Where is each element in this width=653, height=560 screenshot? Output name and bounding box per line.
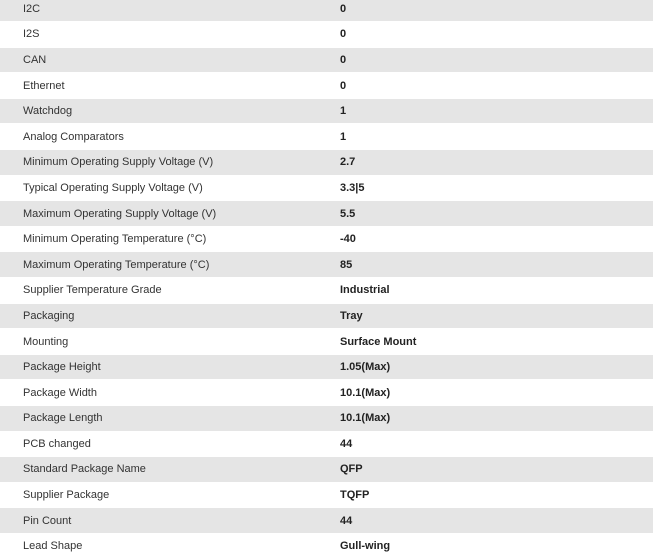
spec-value: Tray <box>340 309 363 322</box>
spec-row <box>0 278 653 304</box>
spec-row <box>0 98 653 124</box>
spec-value: 2.7 <box>340 156 356 169</box>
spec-value: 10.1(Max) <box>340 386 391 399</box>
spec-row <box>0 226 653 252</box>
spec-row <box>0 508 653 534</box>
spec-value: Surface Mount <box>340 335 417 348</box>
spec-value: Gull-wing <box>340 540 391 553</box>
spec-value: 44 <box>340 514 353 527</box>
spec-row <box>0 0 653 22</box>
spec-label: Package Length <box>23 412 103 425</box>
spec-row <box>0 150 653 176</box>
spec-value: 5.5 <box>340 207 356 220</box>
spec-row <box>0 457 653 483</box>
spec-value: TQFP <box>340 489 370 502</box>
spec-row <box>0 533 653 559</box>
spec-row <box>0 47 653 73</box>
spec-label: Package Height <box>23 361 101 374</box>
spec-label: Mounting <box>23 335 69 348</box>
spec-label: Maximum Operating Supply Voltage (V) <box>23 207 217 220</box>
spec-label: Minimum Operating Supply Voltage (V) <box>23 156 214 169</box>
spec-label: Supplier Temperature Grade <box>23 284 162 297</box>
spec-value: 1 <box>340 105 347 118</box>
spec-row <box>0 431 653 457</box>
spec-row <box>0 22 653 48</box>
spec-label: Maximum Operating Temperature (°C) <box>23 258 210 271</box>
spec-row <box>0 354 653 380</box>
spec-label: PCB changed <box>23 437 91 450</box>
spec-value: 0 <box>340 53 347 66</box>
spec-value: Industrial <box>340 284 390 297</box>
spec-row <box>0 73 653 99</box>
spec-value: QFP <box>340 463 363 476</box>
spec-row <box>0 380 653 406</box>
spec-label: Ethernet <box>23 79 65 92</box>
spec-label: Analog Comparators <box>23 130 124 143</box>
spec-value: 0 <box>340 28 347 41</box>
spec-label: Pin Count <box>23 514 72 527</box>
spec-label: Watchdog <box>23 105 73 118</box>
spec-label: I2C <box>23 2 41 15</box>
spec-value: 85 <box>340 258 353 271</box>
spec-label: Supplier Package <box>23 489 110 502</box>
spec-value: 10.1(Max) <box>340 412 391 425</box>
spec-value: 44 <box>340 437 353 450</box>
spec-label: Minimum Operating Temperature (°C) <box>23 233 207 246</box>
spec-row <box>0 406 653 432</box>
spec-row <box>0 124 653 150</box>
spec-row <box>0 175 653 201</box>
spec-value: 0 <box>340 2 347 15</box>
spec-label: Typical Operating Supply Voltage (V) <box>23 181 203 194</box>
spec-row <box>0 329 653 355</box>
spec-value: 1 <box>340 130 347 143</box>
spec-row <box>0 252 653 278</box>
spec-label: Standard Package Name <box>23 463 146 476</box>
spec-label: CAN <box>23 53 47 66</box>
spec-label: Package Width <box>23 386 97 399</box>
spec-label: Lead Shape <box>23 540 83 553</box>
spec-value: 3.3|5 <box>340 181 365 194</box>
spec-row <box>0 303 653 329</box>
spec-value: 0 <box>340 79 347 92</box>
spec-value: 1.05(Max) <box>340 361 391 374</box>
spec-label: Packaging <box>23 309 75 322</box>
spec-row <box>0 201 653 227</box>
spec-label: I2S <box>23 28 40 41</box>
spec-value: -40 <box>340 233 356 246</box>
spec-row <box>0 482 653 508</box>
